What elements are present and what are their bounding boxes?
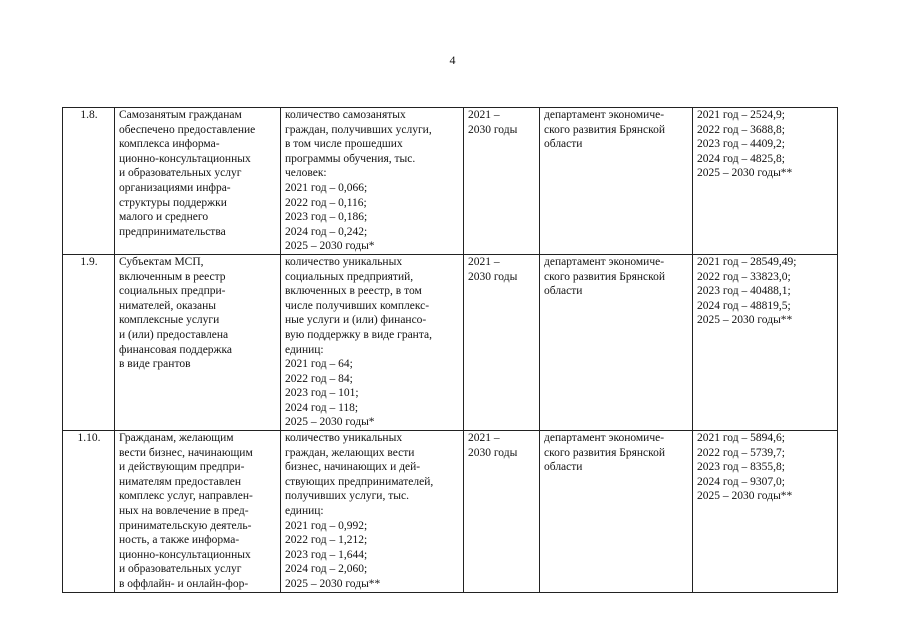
- indicator-line: 2024 год – 118;: [285, 401, 359, 414]
- indicator-line: 2022 год – 1,212;: [285, 534, 368, 547]
- indicator-line: бизнес, начинающих и дей-: [285, 461, 421, 474]
- indicator-line: 2022 год – 0,116;: [285, 196, 367, 209]
- task-line: Самозанятым гражданам: [119, 109, 242, 121]
- period-cell: [464, 108, 540, 255]
- funding-line: 2025 – 2030 годы**: [697, 490, 793, 503]
- task-line: комплексные услуги: [119, 314, 220, 327]
- measures-table: [62, 107, 838, 593]
- indicator-cell: [281, 431, 464, 593]
- funding-line: 2024 год – 4825,8;: [697, 152, 785, 165]
- task-line: финансовая поддержка: [119, 343, 233, 356]
- funding-line: 2022 год – 3688,8;: [697, 123, 785, 136]
- indicator-cell: [281, 108, 464, 255]
- funding-line: 2021 год – 5894,6;: [697, 432, 785, 445]
- task-line: в оффлайн- и онлайн-фор-: [119, 578, 249, 590]
- period-line: 2021 –: [468, 109, 500, 121]
- indicator-line: включенных в реестр, в том: [285, 285, 422, 298]
- executor-cell: [540, 254, 693, 430]
- period-line: 2021 –: [468, 432, 500, 445]
- funding-line: 2024 год – 48819,5;: [697, 299, 791, 312]
- period-line: 2030 годы: [468, 123, 518, 136]
- executor-line: области: [544, 461, 583, 474]
- funding-cell: [693, 254, 838, 430]
- task-line: принимательскую деятель-: [119, 519, 252, 532]
- task-cell: [115, 254, 281, 430]
- executor-line: департамент экономиче-: [544, 109, 665, 121]
- task-line: социальных предпри-: [119, 285, 226, 298]
- indicator-line: числе получивших комплекс-: [285, 299, 430, 312]
- indicator-line: ствующих предпринимателей,: [285, 475, 434, 488]
- task-line: Гражданам, желающим: [119, 432, 234, 445]
- funding-line: 2022 год – 5739,7;: [697, 446, 785, 459]
- task-line: комплекса информа-: [119, 138, 220, 151]
- task-line: и образовательных услуг: [119, 167, 242, 180]
- indicator-line: количество уникальных: [285, 432, 403, 445]
- funding-line: 2023 год – 40488,1;: [697, 285, 791, 298]
- indicator-line: количество самозанятых: [285, 109, 406, 121]
- row-number-cell: 1.8.: [63, 108, 115, 255]
- executor-line: департамент экономиче-: [544, 255, 665, 268]
- indicator-line: программы обучения, тыс.: [285, 152, 416, 165]
- row-number-cell: 1.10.: [63, 431, 115, 593]
- table-row: [63, 254, 838, 430]
- indicator-line: 2025 – 2030 годы*: [285, 240, 375, 253]
- funding-line: 2025 – 2030 годы**: [697, 314, 793, 327]
- task-line: в виде грантов: [119, 358, 191, 371]
- indicator-line: ные услуги и (или) финансо-: [285, 314, 427, 327]
- indicator-line: единиц:: [285, 343, 324, 356]
- period-line: 2021 –: [468, 255, 500, 268]
- task-line: и образовательных услуг: [119, 563, 242, 576]
- indicator-line: вую поддержку в виде гранта,: [285, 328, 432, 341]
- task-line: и действующим предпри-: [119, 461, 245, 474]
- funding-line: 2024 год – 9307,0;: [697, 475, 785, 488]
- indicator-line: 2024 год – 0,242;: [285, 225, 368, 238]
- executor-line: области: [544, 138, 583, 151]
- funding-cell: [693, 108, 838, 255]
- indicator-line: 2025 – 2030 годы*: [285, 416, 375, 429]
- task-line: организациями инфра-: [119, 181, 231, 194]
- indicator-line: получивших услуги, тыс.: [285, 490, 409, 503]
- indicator-line: 2022 год – 84;: [285, 372, 353, 385]
- indicator-line: 2021 год – 0,992;: [285, 519, 368, 532]
- task-line: обеспечено предоставление: [119, 123, 256, 136]
- indicator-cell: [281, 254, 464, 430]
- period-line: 2030 годы: [468, 446, 518, 459]
- task-line: нимателям предоставлен: [119, 475, 242, 488]
- funding-line: 2023 год – 8355,8;: [697, 461, 785, 474]
- executor-line: области: [544, 285, 583, 298]
- task-line: ных на вовлечение в пред-: [119, 505, 249, 518]
- indicator-line: 2021 год – 64;: [285, 358, 353, 371]
- task-line: Субъектам МСП,: [119, 255, 204, 268]
- indicator-line: 2024 год – 2,060;: [285, 563, 368, 576]
- page-number: 4: [449, 53, 456, 67]
- indicator-line: в том числе прошедших: [285, 138, 403, 151]
- task-line: структуры поддержки: [119, 196, 227, 209]
- table-row: [63, 108, 838, 255]
- executor-line: департамент экономиче-: [544, 432, 665, 445]
- task-line: нимателей, оказаны: [119, 299, 216, 312]
- task-cell: [115, 108, 281, 255]
- task-line: ционно-консультационных: [119, 152, 251, 165]
- task-line: малого и среднего: [119, 211, 209, 224]
- task-line: и (или) предоставлена: [119, 328, 229, 341]
- task-line: ность, а также информа-: [119, 534, 240, 547]
- indicator-line: социальных предприятий,: [285, 270, 414, 283]
- period-line: 2030 годы: [468, 270, 518, 283]
- executor-cell: [540, 108, 693, 255]
- task-line: ционно-консультационных: [119, 548, 251, 561]
- funding-line: 2021 год – 2524,9;: [697, 109, 785, 121]
- indicator-line: человек:: [285, 167, 327, 180]
- task-line: вести бизнес, начинающим: [119, 446, 253, 459]
- indicator-line: единиц:: [285, 505, 324, 518]
- indicator-line: 2021 год – 0,066;: [285, 181, 368, 194]
- executor-line: ского развития Брянской: [544, 123, 666, 136]
- executor-line: ского развития Брянской: [544, 446, 666, 459]
- task-line: включенным в реестр: [119, 270, 226, 283]
- task-line: предпринимательства: [119, 225, 226, 238]
- indicator-line: 2023 год – 101;: [285, 387, 359, 400]
- period-cell: [464, 431, 540, 593]
- executor-cell: [540, 431, 693, 593]
- funding-line: 2021 год – 28549,49;: [697, 255, 797, 268]
- funding-line: 2023 год – 4409,2;: [697, 138, 785, 151]
- indicator-line: граждан, желающих вести: [285, 446, 415, 459]
- task-cell: [115, 431, 281, 593]
- indicator-line: 2025 – 2030 годы**: [285, 578, 381, 590]
- indicator-line: 2023 год – 0,186;: [285, 211, 368, 224]
- funding-line: 2022 год – 33823,0;: [697, 270, 791, 283]
- funding-line: 2025 – 2030 годы**: [697, 167, 793, 180]
- funding-cell: [693, 431, 838, 593]
- indicator-line: количество уникальных: [285, 255, 403, 268]
- table-row: [63, 431, 838, 593]
- period-cell: [464, 254, 540, 430]
- task-line: комплекс услуг, направлен-: [119, 490, 253, 503]
- indicator-line: граждан, получивших услуги,: [285, 123, 432, 136]
- indicator-line: 2023 год – 1,644;: [285, 548, 368, 561]
- executor-line: ского развития Брянской: [544, 270, 666, 283]
- row-number-cell: 1.9.: [63, 254, 115, 430]
